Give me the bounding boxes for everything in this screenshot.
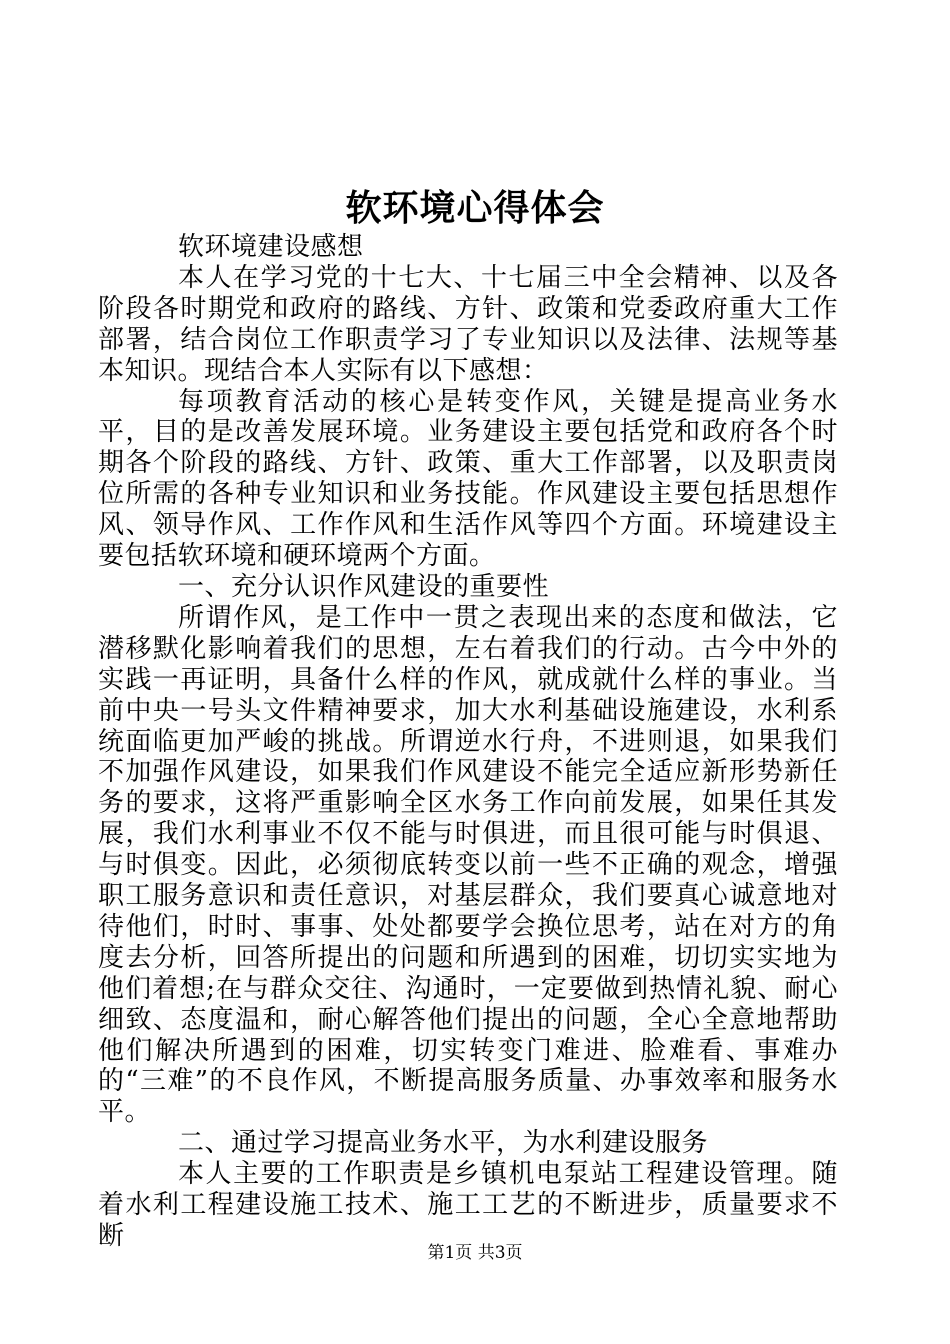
subtitle-paragraph: 软环境建设感想: [178, 232, 364, 262]
page-number-footer: 第1页 共3页: [427, 1243, 523, 1263]
body-paragraph: 本人在学习党的十七大、十七届三中全会精神、以及各阶段各时期党和政府的路线、方针、政策和党委政府重大工作部署，结合岗位工作职责学习了专业知识以及法律、法规等基本知识。现结合本人实际有以下感想：: [98, 262, 838, 386]
section-heading: 一、充分认识作风建设的重要性: [178, 571, 550, 602]
body-paragraph: 每项教育活动的核心是转变作风，关键是提高业务水平，目的是改善发展环境。业务建设主要包括党和政府各个时期各个阶段的路线、方针、政策、重大工作部署，以及职责岗位所需的各种专业知识和业务技能。作风建设主要包括思想作风、领导作风、工作作风和生活作风等四个方面。环境建设主要包括软环境和硬环境两个方面。: [98, 386, 838, 572]
body-paragraph: 所谓作风，是工作中一贯之表现出来的态度和做法，它潜移默化影响着我们的思想，左右着我们的行动。古今中外的实践一再证明，具备什么样的作风，就成就什么样的事业。当前中央一号头文件精神要求，加大水利基础设施建设，水利系统面临更加严峻的挑战。所谓逆水行舟，不进则退，如果我们不加强作风建设，如果我们作风建设不能完全适应新形势新任务的要求，这将严重影响全区水务工作向前发展，如果任其发展，我们水利事业不仅不能与时俱进，而且很可能与时俱退、与时俱变。因此，必须彻底转变以前一些不正确的观念，增强职工服务意识和责任意识，对基层群众，我们要真心诚意地对待他们，时时、事事、处处都要学会换位思考，站在对方的角度去分析，回答所提出的问题和所遇到的困难，切切实实地为他们着想;在与群众交往、沟通时，一定要做到热情礼貌、耐心细致、态度温和，耐心解答他们提出的问题，全心全意地帮助他们解决所遇到的困难，切实转变门难进、脸难看、事难办的“三难”的不良作风，不断提高服务质量、办事效率和服务水平。: [98, 602, 838, 1128]
document-body: [98, 232, 838, 1252]
document-title: 软环境心得体会: [345, 187, 605, 229]
body-paragraph: 本人主要的工作职责是乡镇机电泵站工程建设管理。随着水利工程建设施工技术、施工工艺的不断进步，质量要求不断: [98, 1159, 838, 1251]
section-heading: 二、通过学习提高业务水平，为水利建设服务: [178, 1128, 709, 1159]
